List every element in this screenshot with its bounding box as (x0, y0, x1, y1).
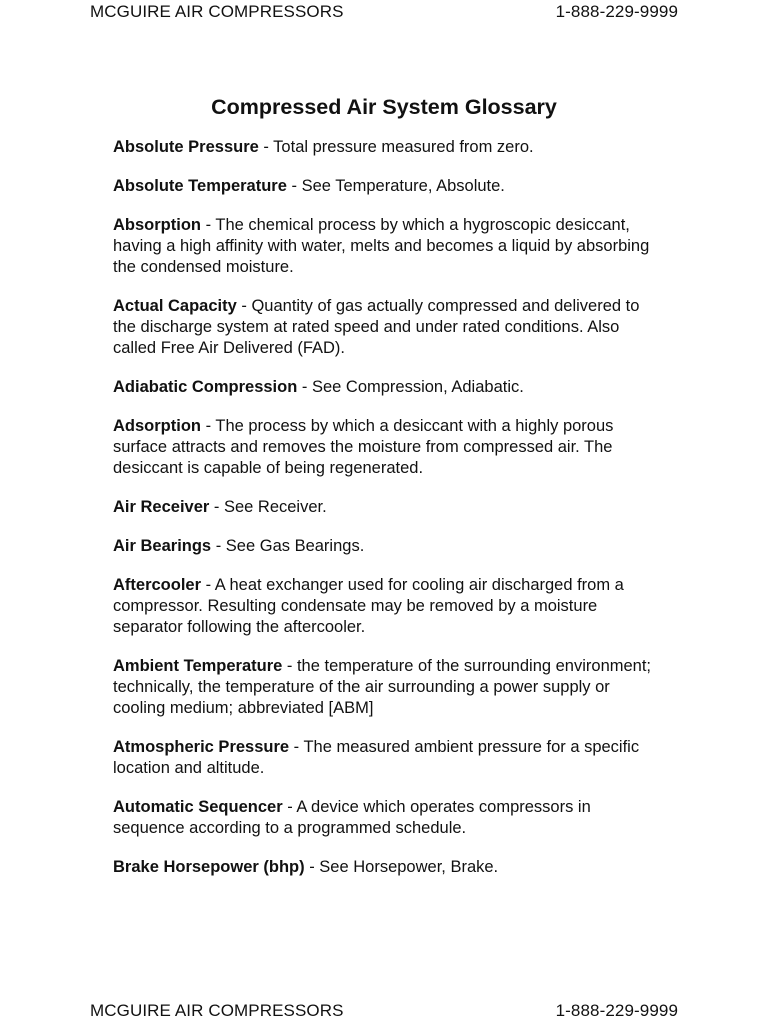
glossary-definition: - Quantity of gas actually compressed and delivered to the discharge system at rated speed and under rated conditions. Also called Free Air Delivered (FAD). (113, 297, 640, 357)
glossary-entry (113, 137, 663, 158)
glossary-definition: - The chemical process by which a hygroscopic desiccant, having a high affinity with water, melts and becomes a liquid by absorbing the condensed moisture. (113, 216, 650, 276)
glossary-definition: - The measured ambient pressure for a specific location and altitude. (113, 738, 640, 777)
glossary-term: Absolute Pressure (113, 138, 259, 156)
glossary-term: Ambient Temperature (113, 657, 283, 675)
page-footer (90, 1001, 678, 1021)
glossary-definition: - See Receiver. (209, 498, 327, 516)
page-header (90, 2, 678, 22)
glossary-entry (113, 575, 663, 638)
glossary-term: Adsorption (113, 417, 201, 435)
glossary-entry (113, 656, 663, 719)
glossary-term: Brake Horsepower (bhp) (113, 858, 305, 876)
glossary-definition: - See Horsepower, Brake. (304, 858, 499, 876)
glossary-entry (113, 497, 663, 518)
glossary-entry (113, 857, 663, 878)
glossary-term: Actual Capacity (113, 297, 237, 315)
glossary-entry (113, 416, 663, 479)
glossary-term: Absorption (113, 216, 201, 234)
glossary-definition: - See Compression, Adiabatic. (297, 378, 524, 396)
glossary-definition: - The process by which a desiccant with a highly porous surface attracts and removes the moisture from compressed air. The desiccant is capable of being regenerated. (113, 417, 614, 477)
page-title: Compressed Air System Glossary (211, 95, 557, 119)
glossary-definition: - See Temperature, Absolute. (286, 177, 505, 195)
glossary-list (113, 137, 663, 896)
header-company: MCGUIRE AIR COMPRESSORS (90, 2, 344, 21)
glossary-term: Air Bearings (113, 537, 212, 555)
glossary-definition: - A heat exchanger used for cooling air discharged from a compressor. Resulting condensate may be removed by a moisture separator following the aftercooler. (113, 576, 624, 636)
glossary-entry (113, 536, 663, 557)
glossary-definition: - the temperature of the surrounding environment; technically, the temperature of the air surrounding a power supply or cooling medium; abbreviated [ABM] (113, 657, 652, 717)
glossary-term: Aftercooler (113, 576, 202, 594)
glossary-entry (113, 377, 663, 398)
glossary-entry (113, 797, 663, 839)
glossary-entry (113, 737, 663, 779)
glossary-term: Absolute Temperature (113, 177, 287, 195)
header-phone: 1-888-229-9999 (555, 2, 678, 21)
glossary-term: Air Receiver (113, 498, 210, 516)
footer-company: MCGUIRE AIR COMPRESSORS (90, 1001, 344, 1020)
glossary-definition: - A device which operates compressors in sequence according to a programmed schedule. (113, 798, 591, 837)
glossary-entry (113, 296, 663, 359)
glossary-term: Automatic Sequencer (113, 798, 283, 816)
glossary-term: Atmospheric Pressure (113, 738, 290, 756)
glossary-entry (113, 215, 663, 278)
footer-phone: 1-888-229-9999 (555, 1001, 678, 1020)
glossary-entry (113, 176, 663, 197)
glossary-term: Adiabatic Compression (113, 378, 298, 396)
glossary-definition: - See Gas Bearings. (211, 537, 365, 555)
glossary-definition: - Total pressure measured from zero. (258, 138, 534, 156)
